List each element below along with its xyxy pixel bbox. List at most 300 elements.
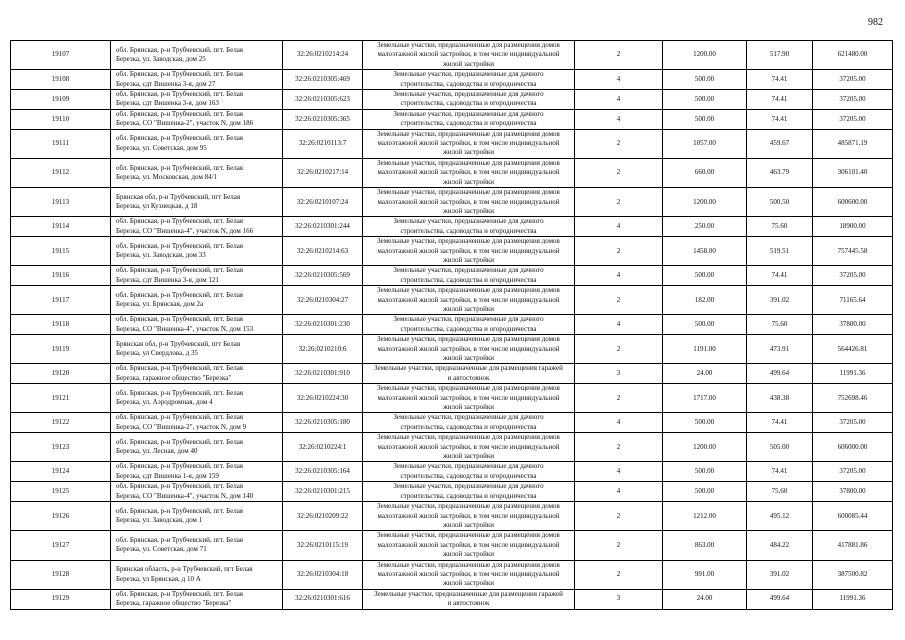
land-use-cell-line: жилой застройки xyxy=(442,403,495,412)
area-cell: 863.00 xyxy=(663,531,747,560)
address-cell-line: Березка, ул Брянская, д 10 А xyxy=(116,574,201,583)
land-use-cell-line: Земельные участки, предназначенные для размещения гаражей xyxy=(374,589,563,598)
group-cell: 2 xyxy=(575,502,663,531)
address-cell xyxy=(111,129,283,158)
land-use-cell xyxy=(363,70,575,90)
group-cell: 2 xyxy=(575,531,663,560)
row-id-cell: 19108 xyxy=(11,70,111,90)
table-row xyxy=(11,433,893,462)
rate-cell: 75.60 xyxy=(747,315,813,335)
cadastral-value-cell: 757445.58 xyxy=(813,237,893,266)
area-cell: 500.00 xyxy=(663,266,747,286)
area-cell: 1200.00 xyxy=(663,433,747,462)
address-cell xyxy=(111,413,283,433)
address-cell-line: обл. Брянская, р-н Трубчевский, пгт. Белая xyxy=(116,217,244,226)
area-cell: 1200.00 xyxy=(663,188,747,217)
address-cell-line: обл. Брянская, р-н Трубчевский, пгт. Белая xyxy=(116,290,244,299)
land-use-cell xyxy=(363,502,575,531)
area-cell: 1212.00 xyxy=(663,502,747,531)
address-cell-line: обл. Брянская, р-н Трубчевский, пгт. Белая xyxy=(116,134,244,143)
address-cell-line: Березка, ул Кузнецкая, д 18 xyxy=(116,202,198,211)
row-id-cell: 19107 xyxy=(11,41,111,70)
row-id-cell: 19124 xyxy=(11,462,111,482)
address-cell-line: обл. Брянская, р-н Трубчевский, пгт. Белая xyxy=(116,536,244,545)
address-cell xyxy=(111,502,283,531)
group-cell: 2 xyxy=(575,188,663,217)
cadastral-number-cell: 32:26:0210107:24 xyxy=(283,188,363,217)
land-use-cell-line: Земельные участки, предназначенные для размещения домов xyxy=(377,41,560,49)
cadastral-number-cell: 32:26:0210214:63 xyxy=(283,237,363,266)
rate-cell: 75.60 xyxy=(747,482,813,502)
row-id-cell: 19128 xyxy=(11,560,111,589)
cadastral-number-cell: 32:26:0210224:1 xyxy=(283,433,363,462)
land-use-cell-line: жилой застройки xyxy=(442,206,495,215)
rate-cell: 75.60 xyxy=(747,217,813,237)
table-row xyxy=(11,286,893,315)
cadastral-number-cell: 32:26:0210305:365 xyxy=(283,109,363,129)
address-cell-line: обл. Брянская, р-н Трубчевский, пгт. Белая xyxy=(116,462,244,471)
rate-cell: 473.91 xyxy=(747,335,813,364)
address-cell xyxy=(111,384,283,413)
land-use-cell-line: малоэтажной жилой застройки, в том числе индивидуальной xyxy=(377,344,560,353)
cadastral-number-cell: 32:26:0210210:6 xyxy=(283,335,363,364)
address-cell xyxy=(111,482,283,502)
land-use-cell xyxy=(363,335,575,364)
table-row xyxy=(11,482,893,502)
land-use-cell-line: и автостоянок xyxy=(447,599,490,608)
cadastral-value-cell: 564426.81 xyxy=(813,335,893,364)
address-cell-line: Березка, ул. Аэродромная, дом 4 xyxy=(116,398,213,407)
address-cell-line: Березка, гаражное общество "Березка" xyxy=(116,373,232,382)
cadastral-number-cell: 32:26:0210217:14 xyxy=(283,158,363,187)
land-use-cell xyxy=(363,188,575,217)
address-cell-line: обл. Брянская, р-н Трубчевский, пгт. Белая xyxy=(116,482,244,491)
area-cell: 24.00 xyxy=(663,589,747,609)
land-use-cell-line: жилой застройки xyxy=(442,354,495,362)
group-cell: 2 xyxy=(575,129,663,158)
land-use-cell-line: малоэтажной жилой застройки, в том числе индивидуальной xyxy=(377,246,560,255)
table-row xyxy=(11,560,893,589)
row-id-cell: 19120 xyxy=(11,364,111,384)
address-cell-line: обл. Брянская, р-н Трубчевский, пгт. Белая xyxy=(116,241,244,250)
address-cell-line: обл. Брянская, р-н Трубчевский, пгт. Белая xyxy=(116,364,244,373)
group-cell: 2 xyxy=(575,237,663,266)
table-row xyxy=(11,266,893,286)
group-cell: 4 xyxy=(575,413,663,433)
cadastral-value-cell: 37205.00 xyxy=(813,109,893,129)
row-id-cell: 19111 xyxy=(11,129,111,158)
land-use-cell-line: малоэтажной жилой застройки, в том числе индивидуальной xyxy=(377,540,560,549)
land-use-cell-line: малоэтажной жилой застройки, в том числе индивидуальной xyxy=(377,168,560,177)
cadastral-number-cell: 32:26:0210224:30 xyxy=(283,384,363,413)
address-cell-line: Березка, ул. Советская, дом 71 xyxy=(116,545,207,554)
cadastral-value-cell: 606000.00 xyxy=(813,433,893,462)
address-cell-line: Брянская область, р-н Трубчевский, пгт Белая xyxy=(116,565,253,574)
area-cell: 182.00 xyxy=(663,286,747,315)
address-cell xyxy=(111,589,283,609)
rate-cell: 391.02 xyxy=(747,560,813,589)
cadastral-number-cell: 32:26:0210115:19 xyxy=(283,531,363,560)
land-use-cell-line: Земельные участки, предназначенные для размещения гаражей xyxy=(374,364,563,373)
land-use-cell xyxy=(363,462,575,482)
cadastral-number-cell: 32:26:0210301:230 xyxy=(283,315,363,335)
land-use-cell-line: строительства, садоводства и огородничества xyxy=(400,471,537,480)
land-use-cell-line: жилой застройки xyxy=(442,579,495,588)
row-id-cell: 19112 xyxy=(11,158,111,187)
cadastral-value-cell: 417881.86 xyxy=(813,531,893,560)
land-use-cell-line: Земельные участки, предназначенные для дачного xyxy=(393,109,544,118)
address-cell-line: Березка, гаражное общество "Березка" xyxy=(116,599,232,608)
land-use-cell-line: малоэтажной жилой застройки, в том числе индивидуальной xyxy=(377,393,560,402)
address-cell-line: Березка, ул. Брянская, дом 2а xyxy=(116,300,204,309)
table-row xyxy=(11,502,893,531)
land-use-cell-line: Земельные участки, предназначенные для размещения домов xyxy=(377,158,560,167)
group-cell: 2 xyxy=(575,41,663,70)
area-cell: 500.00 xyxy=(663,70,747,90)
cadastral-number-cell: 32:26:0210304:18 xyxy=(283,560,363,589)
rate-cell: 517.90 xyxy=(747,41,813,70)
cadastral-table xyxy=(10,40,893,610)
group-cell: 4 xyxy=(575,217,663,237)
cadastral-number-cell: 32:26:0210305:623 xyxy=(283,90,363,110)
land-use-cell-line: Земельные участки, предназначенные для размещения домов xyxy=(377,502,560,511)
area-cell: 1200.00 xyxy=(663,41,747,70)
area-cell: 1717.00 xyxy=(663,384,747,413)
address-cell-line: обл. Брянская, р-н Трубчевский, пгт. Белая xyxy=(116,589,244,598)
rate-cell: 74.41 xyxy=(747,109,813,129)
cadastral-number-cell: 32:26:0210209:22 xyxy=(283,502,363,531)
address-cell-line: Березка, ул. Советская, дом 95 xyxy=(116,143,207,152)
address-cell xyxy=(111,217,283,237)
row-id-cell: 19121 xyxy=(11,384,111,413)
table-row xyxy=(11,384,893,413)
address-cell-line: Брянская обл, р-н Трубчевский, пгт Белая xyxy=(116,192,241,201)
page-number: 982 xyxy=(868,17,883,28)
cadastral-value-cell: 621480.00 xyxy=(813,41,893,70)
address-cell-line: обл. Брянская, р-н Трубчевский, пгт. Белая xyxy=(116,437,244,446)
cadastral-value-cell: 752698.46 xyxy=(813,384,893,413)
address-cell-line: обл. Брянская, р-н Трубчевский, пгт. Белая xyxy=(116,266,244,275)
rate-cell: 391.02 xyxy=(747,286,813,315)
row-id-cell: 19114 xyxy=(11,217,111,237)
table-row xyxy=(11,109,893,129)
row-id-cell: 19122 xyxy=(11,413,111,433)
cadastral-number-cell: 32:26:0210301:910 xyxy=(283,364,363,384)
address-cell xyxy=(111,560,283,589)
group-cell: 2 xyxy=(575,384,663,413)
land-use-cell-line: Земельные участки, предназначенные для размещения домов xyxy=(377,433,560,442)
address-cell-line: Березка, ул. Заводская, дом 25 xyxy=(116,55,206,64)
row-id-cell: 19123 xyxy=(11,433,111,462)
land-use-cell xyxy=(363,90,575,110)
address-cell-line: Березка, ул. Московская, дом 84/1 xyxy=(116,172,218,181)
rate-cell: 499.64 xyxy=(747,364,813,384)
cadastral-value-cell: 37205.00 xyxy=(813,462,893,482)
address-cell xyxy=(111,286,283,315)
land-use-cell-line: Земельные участки, предназначенные для размещения домов xyxy=(377,384,560,393)
land-use-cell xyxy=(363,384,575,413)
address-cell-line: обл. Брянская, р-н Трубчевский, пгт. Белая xyxy=(116,506,244,515)
address-cell-line: Березка, СО "Вишенка-4", участок N, дом 153 xyxy=(116,324,254,333)
address-cell-line: Березка, СО "Вишенка-4", участок N, дом 166 xyxy=(116,226,254,235)
address-cell xyxy=(111,41,283,70)
cadastral-value-cell: 387500.82 xyxy=(813,560,893,589)
group-cell: 2 xyxy=(575,158,663,187)
land-use-cell-line: Земельные участки, предназначенные для размещения домов xyxy=(377,531,560,540)
land-use-cell-line: Земельные участки, предназначенные для дачного xyxy=(393,70,544,79)
address-cell xyxy=(111,433,283,462)
land-use-cell xyxy=(363,364,575,384)
group-cell: 4 xyxy=(575,70,663,90)
table-row xyxy=(11,413,893,433)
cadastral-value-cell: 37205.00 xyxy=(813,90,893,110)
land-use-cell xyxy=(363,589,575,609)
land-use-cell-line: жилой застройки xyxy=(442,520,495,529)
area-cell: 24.00 xyxy=(663,364,747,384)
land-use-cell-line: Земельные участки, предназначенные для дачного xyxy=(393,217,544,226)
address-cell-line: Березка, сдт Вишенка 3-я, дом 163 xyxy=(116,99,219,108)
land-use-cell-line: жилой застройки xyxy=(442,452,495,461)
land-use-cell xyxy=(363,41,575,70)
group-cell: 2 xyxy=(575,433,663,462)
cadastral-value-cell: 18900.00 xyxy=(813,217,893,237)
land-use-cell xyxy=(363,482,575,502)
address-cell-line: обл. Брянская, р-н Трубчевский, пгт. Белая xyxy=(116,90,244,99)
land-use-cell xyxy=(363,315,575,335)
rate-cell: 74.41 xyxy=(747,266,813,286)
land-use-cell-line: жилой застройки xyxy=(442,148,495,157)
table-row xyxy=(11,158,893,187)
table-row xyxy=(11,217,893,237)
table-row xyxy=(11,129,893,158)
cadastral-value-cell: 37205.00 xyxy=(813,70,893,90)
cadastral-value-cell: 37205.00 xyxy=(813,266,893,286)
address-cell-line: обл. Брянская, р-н Трубчевский, пгт. Белая xyxy=(116,163,244,172)
row-id-cell: 19115 xyxy=(11,237,111,266)
area-cell: 1191.00 xyxy=(663,335,747,364)
cadastral-number-cell: 32:26:0210301:244 xyxy=(283,217,363,237)
rate-cell: 463.79 xyxy=(747,158,813,187)
address-cell-line: Березка, сдт Вишенка 3-я, дом 27 xyxy=(116,79,216,88)
row-id-cell: 19127 xyxy=(11,531,111,560)
group-cell: 2 xyxy=(575,286,663,315)
land-use-cell-line: строительства, садоводства и огородничества xyxy=(400,324,537,333)
row-id-cell: 19125 xyxy=(11,482,111,502)
area-cell: 991.00 xyxy=(663,560,747,589)
land-use-cell-line: Земельные участки, предназначенные для размещения домов xyxy=(377,335,560,344)
group-cell: 2 xyxy=(575,335,663,364)
address-cell xyxy=(111,158,283,187)
row-id-cell: 19113 xyxy=(11,188,111,217)
cadastral-number-cell: 32:26:0210113:7 xyxy=(283,129,363,158)
cadastral-number-cell: 32:26:0210305:180 xyxy=(283,413,363,433)
address-cell-line: обл. Брянская, р-н Трубчевский, пгт. Белая xyxy=(116,45,244,54)
area-cell: 500.00 xyxy=(663,315,747,335)
address-cell xyxy=(111,315,283,335)
land-use-cell-line: Земельные участки, предназначенные для дачного xyxy=(393,482,544,491)
land-use-cell-line: жилой застройки xyxy=(442,550,495,559)
table-row xyxy=(11,237,893,266)
rate-cell: 495.12 xyxy=(747,502,813,531)
address-cell-line: Березка, сдт Вишенка 1-я, дом 159 xyxy=(116,471,219,480)
row-id-cell: 19110 xyxy=(11,109,111,129)
land-use-cell xyxy=(363,217,575,237)
area-cell: 660.00 xyxy=(663,158,747,187)
row-id-cell: 19118 xyxy=(11,315,111,335)
group-cell: 4 xyxy=(575,266,663,286)
land-use-cell-line: Земельные участки, предназначенные для дачного xyxy=(393,462,544,471)
land-use-cell-line: Земельные участки, предназначенные для дачного xyxy=(393,315,544,324)
group-cell: 2 xyxy=(575,560,663,589)
row-id-cell: 19116 xyxy=(11,266,111,286)
area-cell: 1458.00 xyxy=(663,237,747,266)
table-row xyxy=(11,90,893,110)
land-use-cell-line: жилой застройки xyxy=(442,59,495,68)
cadastral-value-cell: 485871.19 xyxy=(813,129,893,158)
address-cell xyxy=(111,266,283,286)
land-use-cell-line: малоэтажной жилой застройки, в том числе индивидуальной xyxy=(377,442,560,451)
area-cell: 500.00 xyxy=(663,109,747,129)
land-use-cell xyxy=(363,237,575,266)
cadastral-value-cell: 306101.40 xyxy=(813,158,893,187)
land-use-cell xyxy=(363,129,575,158)
address-cell-line: обл. Брянская, р-н Трубчевский, пгт. Белая xyxy=(116,109,244,118)
rate-cell: 438.38 xyxy=(747,384,813,413)
rate-cell: 484.22 xyxy=(747,531,813,560)
land-use-cell-line: Земельные участки, предназначенные для дачного xyxy=(393,413,544,422)
cadastral-value-cell: 37800.00 xyxy=(813,482,893,502)
table-row xyxy=(11,364,893,384)
land-use-cell-line: строительства, садоводства и огородничества xyxy=(400,491,537,500)
rate-cell: 74.41 xyxy=(747,90,813,110)
address-cell-line: обл. Брянская, р-н Трубчевский, пгт. Белая xyxy=(116,70,244,79)
land-use-cell-line: Земельные участки, предназначенные для размещения домов xyxy=(377,237,560,246)
address-cell xyxy=(111,531,283,560)
table-row xyxy=(11,462,893,482)
address-cell-line: Березка, сдт Вишенка 3-я, дом 121 xyxy=(116,275,219,284)
table-row xyxy=(11,531,893,560)
cadastral-number-cell: 32:26:0210305:164 xyxy=(283,462,363,482)
row-id-cell: 19119 xyxy=(11,335,111,364)
cadastral-number-cell: 32:26:0210304:27 xyxy=(283,286,363,315)
rate-cell: 74.41 xyxy=(747,462,813,482)
land-use-cell-line: Земельные участки, предназначенные для размещения домов xyxy=(377,129,560,138)
land-use-cell-line: малоэтажной жилой застройки, в том числе индивидуальной xyxy=(377,197,560,206)
table-row xyxy=(11,70,893,90)
table-row xyxy=(11,335,893,364)
area-cell: 500.00 xyxy=(663,413,747,433)
address-cell xyxy=(111,90,283,110)
rate-cell: 505.00 xyxy=(747,433,813,462)
land-use-cell xyxy=(363,433,575,462)
cadastral-value-cell: 11991.36 xyxy=(813,589,893,609)
land-use-cell-line: строительства, садоводства и огородничества xyxy=(400,422,537,431)
land-use-cell xyxy=(363,109,575,129)
group-cell: 4 xyxy=(575,109,663,129)
cadastral-number-cell: 32:26:0210305:569 xyxy=(283,266,363,286)
address-cell-line: Березка, ул. Заводская, дом 1 xyxy=(116,516,203,525)
address-cell-line: Березка, ул. Заводская, дом 33 xyxy=(116,251,206,260)
row-id-cell: 19129 xyxy=(11,589,111,609)
row-id-cell: 19109 xyxy=(11,90,111,110)
address-cell xyxy=(111,109,283,129)
cadastral-number-cell: 32:26:0210214:24 xyxy=(283,41,363,70)
address-cell xyxy=(111,364,283,384)
address-cell-line: Брянская обл, р-н Трубчевский, пгт Белая xyxy=(116,339,241,348)
group-cell: 3 xyxy=(575,364,663,384)
land-use-cell-line: строительства, садоводства и огородничества xyxy=(400,99,537,108)
land-use-cell xyxy=(363,531,575,560)
land-use-cell-line: Земельные участки, предназначенные для дачного xyxy=(393,266,544,275)
table-row xyxy=(11,188,893,217)
rate-cell: 519.51 xyxy=(747,237,813,266)
table-row xyxy=(11,41,893,70)
cadastral-value-cell: 71165.64 xyxy=(813,286,893,315)
address-cell-line: обл. Брянская, р-н Трубчевский, пгт. Белая xyxy=(116,413,244,422)
rate-cell: 499.64 xyxy=(747,589,813,609)
rate-cell: 459.67 xyxy=(747,129,813,158)
land-use-cell xyxy=(363,560,575,589)
table-row xyxy=(11,315,893,335)
group-cell: 4 xyxy=(575,90,663,110)
land-use-cell-line: строительства, садоводства и огородничества xyxy=(400,226,537,235)
area-cell: 250.00 xyxy=(663,217,747,237)
address-cell-line: обл. Брянская, р-н Трубчевский, пгт. Белая xyxy=(116,315,244,324)
address-cell-line: Березка, СО "Вишенка-2", участок N, дом 9 xyxy=(116,422,247,431)
area-cell: 500.00 xyxy=(663,482,747,502)
land-use-cell-line: малоэтажной жилой застройки, в том числе индивидуальной xyxy=(377,511,560,520)
land-use-cell-line: малоэтажной жилой застройки, в том числе индивидуальной xyxy=(377,295,560,304)
land-use-cell-line: Земельные участки, предназначенные для размещения домов xyxy=(377,560,560,569)
area-cell: 1057.00 xyxy=(663,129,747,158)
rate-cell: 74.41 xyxy=(747,413,813,433)
group-cell: 4 xyxy=(575,482,663,502)
cadastral-value-cell: 600085.44 xyxy=(813,502,893,531)
address-cell xyxy=(111,462,283,482)
land-use-cell-line: Земельные участки, предназначенные для размещения домов xyxy=(377,188,560,197)
table-row xyxy=(11,589,893,609)
land-use-cell xyxy=(363,158,575,187)
cadastral-value-cell: 600600.00 xyxy=(813,188,893,217)
land-use-cell-line: малоэтажной жилой застройки, в том числе индивидуальной xyxy=(377,569,560,578)
row-id-cell: 19117 xyxy=(11,286,111,315)
address-cell xyxy=(111,237,283,266)
address-cell xyxy=(111,335,283,364)
row-id-cell: 19126 xyxy=(11,502,111,531)
cadastral-number-cell: 32:26:0210305:469 xyxy=(283,70,363,90)
cadastral-number-cell: 32:26:0210301:215 xyxy=(283,482,363,502)
rate-cell: 500.50 xyxy=(747,188,813,217)
land-use-cell-line: строительства, садоводства и огородничества xyxy=(400,119,537,128)
land-use-cell-line: строительства, садоводства и огородничества xyxy=(400,275,537,284)
cadastral-number-cell: 32:26:0210301:616 xyxy=(283,589,363,609)
cadastral-value-cell: 11991.36 xyxy=(813,364,893,384)
land-use-cell-line: малоэтажной жилой застройки, в том числе индивидуальной xyxy=(377,139,560,148)
group-cell: 3 xyxy=(575,589,663,609)
address-cell xyxy=(111,70,283,90)
land-use-cell-line: жилой застройки xyxy=(442,177,495,186)
address-cell-line: обл. Брянская, р-н Трубчевский, пгт. Белая xyxy=(116,388,244,397)
land-use-cell-line: Земельные участки, предназначенные для дачного xyxy=(393,90,544,99)
area-cell: 500.00 xyxy=(663,462,747,482)
address-cell xyxy=(111,188,283,217)
land-use-cell-line: строительства, садоводства и огородничества xyxy=(400,79,537,88)
land-use-cell-line: и автостоянок xyxy=(447,373,490,382)
rate-cell: 74.41 xyxy=(747,70,813,90)
land-use-cell-line: Земельные участки, предназначенные для размещения домов xyxy=(377,286,560,295)
table-body xyxy=(11,41,893,610)
group-cell: 4 xyxy=(575,315,663,335)
